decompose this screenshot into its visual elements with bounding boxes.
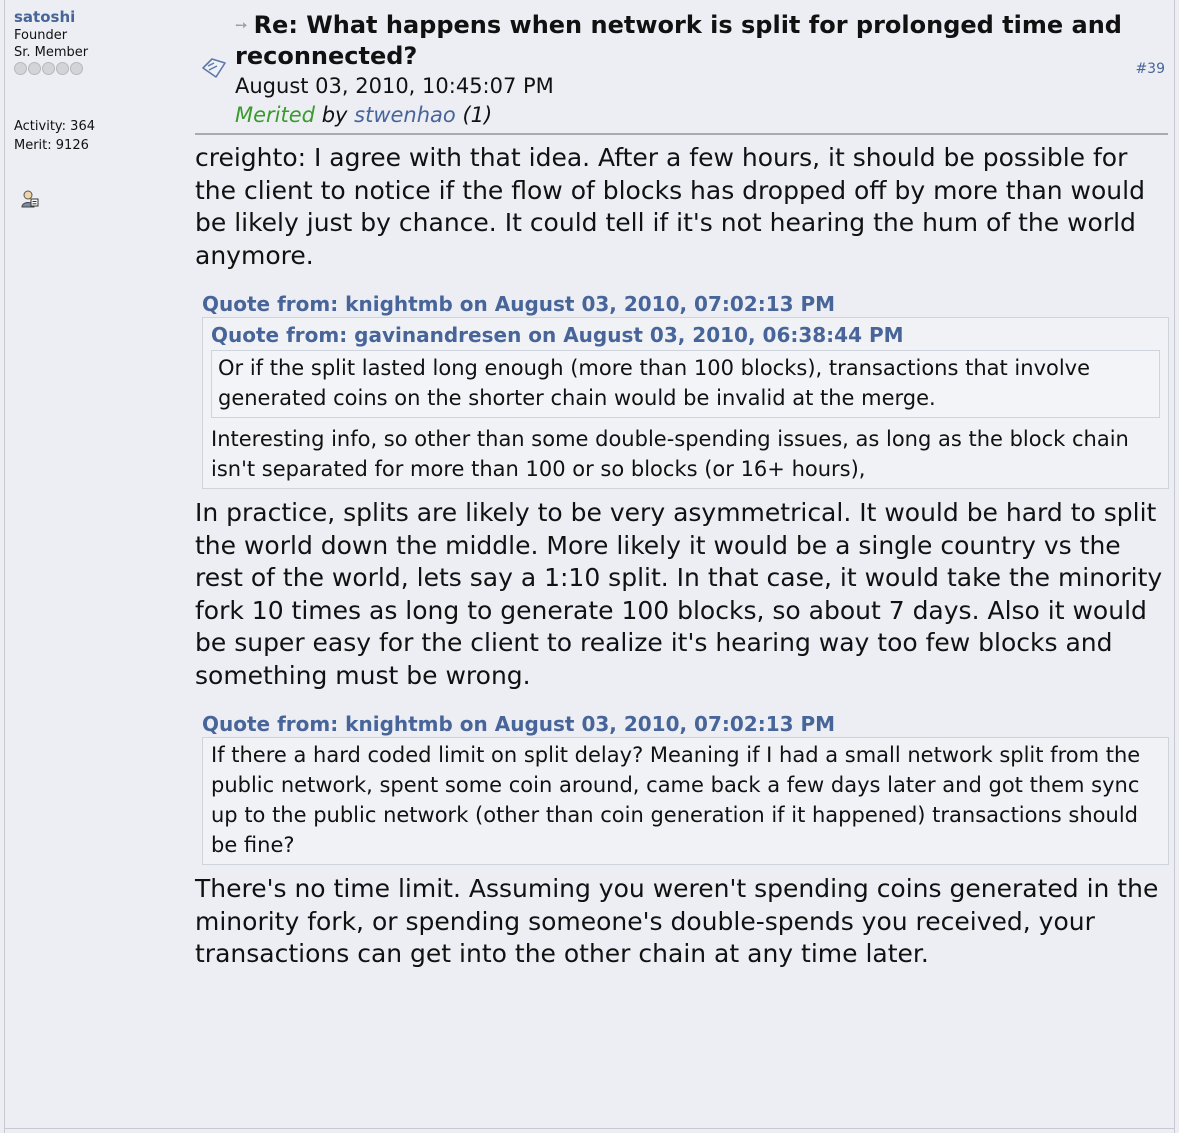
post-title[interactable] — [235, 10, 1155, 72]
quote-header-link[interactable]: Quote from: knightmb on August 03, 2010, 07:02:13 PM — [202, 292, 836, 316]
frame-right-border — [1174, 0, 1175, 1133]
star-icon — [42, 62, 55, 75]
nested-quote-block: Or if the split lasted long enough (more than 100 blocks), transactions that involve generated coins on the shorter chain would be invalid at the merge. — [211, 350, 1160, 418]
body-paragraph: There's no time limit. Assuming you weren't spending coins generated in the minority fork, or spending someone's double-spends you received, your transactions can get into the other chain at any time later. — [195, 874, 1159, 968]
quote-header-link[interactable]: Quote from: knightmb on August 03, 2010, 07:02:13 PM — [202, 712, 836, 736]
post-body — [195, 142, 1170, 971]
poster-info — [14, 8, 184, 209]
poster-stats — [14, 117, 184, 155]
post-title-text: What happens when network is split for prolonged time and reconnected? — [235, 11, 1122, 70]
poster-name-link[interactable]: satoshi — [14, 8, 76, 26]
merit-line — [235, 101, 1155, 130]
quote-block: If there a hard coded limit on split delay? Meaning if I had a small network split from the public network, spent some coin around, came back a few days later and got them sync up to the public network (other than coin generation if it happened) transactions should be fine? — [202, 737, 1169, 865]
quote-block — [202, 317, 1169, 489]
rank-stars — [14, 62, 184, 75]
post-number-link[interactable]: #39 — [1135, 61, 1165, 77]
post-title-prefix: Re: — [253, 11, 307, 39]
xx-post-icon — [200, 54, 228, 82]
star-icon — [14, 62, 27, 75]
poster-merit: Merit: 9126 — [14, 138, 89, 153]
star-icon — [56, 62, 69, 75]
post-header — [235, 10, 1155, 130]
poster-activity: Activity: 364 — [14, 119, 95, 134]
poster-rank: Founder — [14, 28, 68, 43]
reply-arrow-icon: ➙ — [235, 16, 248, 34]
body-paragraph: In practice, splits are likely to be very asymmetrical. It would be hard to split the world down the middle. More likely it would be a single country vs the rest of the world, lets say a 1:10 split. In that case, it would take the minority fork 10 times as long to generate 100 blocks, so about 7 days. Also it would be super easy for the client to realize it's hearing way too few blocks and something must be wrong. — [195, 498, 1163, 690]
user-profile-icon[interactable] — [20, 189, 40, 209]
merited-by-label: by — [321, 103, 348, 127]
nested-quote-header-link[interactable]: Quote from: gavinandresen on August 03, 2010, 06:38:44 PM — [211, 323, 904, 347]
quote-text: Interesting info, so other than some double-spending issues, as long as the block chain isn't separated for more than 100 or so blocks (or 16+ hours), — [211, 427, 1129, 481]
merit-user-link[interactable]: stwenhao — [354, 103, 456, 127]
merited-label: Merited — [235, 103, 315, 127]
frame-left-border — [4, 0, 5, 1133]
poster-member-title: Sr. Member — [14, 45, 89, 60]
star-icon — [28, 62, 41, 75]
star-icon — [70, 62, 83, 75]
body-paragraph: creighto: I agree with that idea. After a few hours, it should be possible for the client to notice if the flow of blocks has dropped off by more than would be likely just by chance. It could tell if it's not hearing the hum of the world anymore. — [195, 143, 1145, 270]
post-date: August 03, 2010, 10:45:07 PM — [235, 74, 554, 98]
merit-count: (1) — [462, 103, 493, 127]
frame-bottom-border — [4, 1128, 1175, 1129]
header-divider — [195, 133, 1168, 135]
